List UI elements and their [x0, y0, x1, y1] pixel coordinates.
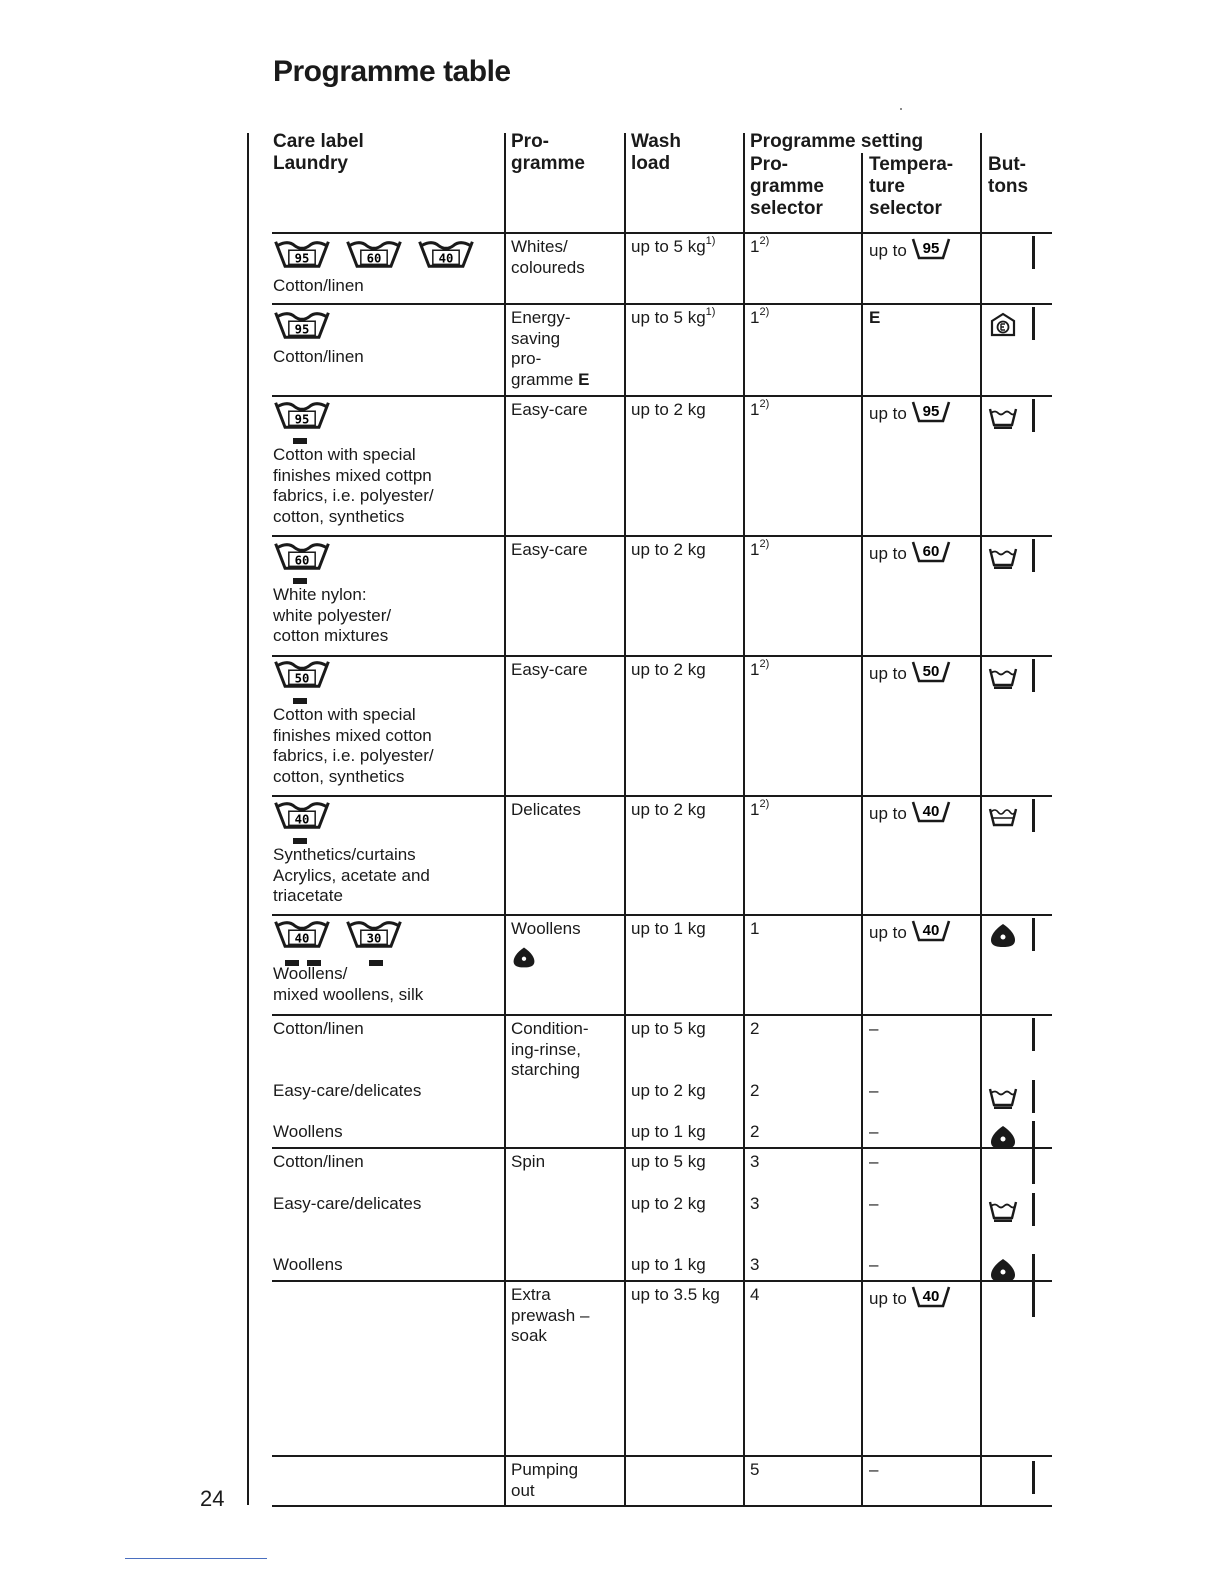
footnote-ref: 2) [759, 398, 770, 411]
care-label-icons [273, 540, 345, 572]
footnote-ref: 1) [705, 235, 716, 248]
wash-load [631, 308, 715, 329]
temperature-symbol [911, 919, 951, 949]
temperature-symbol [911, 237, 951, 267]
easy-care-icon [988, 1083, 1018, 1109]
temperature-value: 95 [922, 240, 940, 257]
programme-selector-value: 1 [750, 237, 760, 256]
easy-care-icon [988, 663, 1018, 689]
wash-tub-icon [273, 399, 331, 431]
button-marker [1032, 1254, 1035, 1287]
wash-tub-icon [273, 238, 331, 270]
footnote-ref: 2) [759, 658, 770, 671]
care-text-line: mixed woollens, silk [273, 984, 424, 1004]
temperature-setting [869, 1194, 878, 1215]
temperature-setting-value: – [869, 1460, 879, 1479]
wash-temperature-label: 30 [366, 931, 382, 946]
care-text-line: Cotton with special [273, 445, 416, 464]
button-marker [1032, 236, 1035, 269]
wash-tub-icon [911, 400, 951, 424]
wash-symbol [273, 658, 331, 690]
programme-selector [750, 1019, 759, 1040]
temperature-setting [869, 540, 951, 570]
header-wash-load: Wash load [631, 131, 681, 174]
care-text-line: Cotton with special [273, 705, 416, 724]
programme-name [511, 1285, 589, 1347]
care-text [273, 1255, 343, 1276]
wash-tub-icon [911, 660, 951, 684]
programme-selector [750, 1122, 759, 1143]
wash-load-value: up to 1 kg [631, 919, 706, 938]
wash-temperature-label: 40 [294, 931, 310, 946]
temperature-symbol [911, 800, 951, 830]
care-text [273, 276, 364, 297]
care-text-line: Synthetics/curtains [273, 845, 416, 864]
programme-selector-value: 4 [750, 1285, 760, 1304]
care-bar [293, 438, 307, 444]
programme-name [511, 800, 581, 821]
programme-name [511, 1019, 589, 1081]
care-bar-group [273, 578, 333, 584]
programme-name-line: Condition- [511, 1019, 589, 1038]
programme-selector [750, 800, 769, 821]
row-divider [272, 1280, 1052, 1282]
wash-tub-icon [911, 540, 951, 564]
wash-temperature-label: 60 [294, 553, 310, 568]
programme-name [511, 540, 588, 561]
wash-load [631, 1255, 706, 1276]
wash-load [631, 1122, 706, 1143]
temperature-setting-value: – [869, 1152, 879, 1171]
wash-symbol [273, 238, 331, 270]
woollens-icon [988, 922, 1018, 948]
programme-selector [750, 237, 769, 258]
care-bar [293, 698, 307, 704]
programme-selector [750, 308, 769, 329]
care-text-line: cotton mixtures [273, 626, 389, 645]
wash-load-value: up to 5 kg [631, 308, 706, 327]
wash-load-value: up to 1 kg [631, 1255, 706, 1274]
programme-name-line: Woollens [511, 919, 581, 938]
care-text-line: White nylon: [273, 585, 367, 604]
page-title: Programme table [273, 55, 511, 88]
row-divider [272, 1455, 1052, 1457]
row-divider [272, 395, 1052, 397]
programme-selector-value: 3 [750, 1152, 760, 1171]
programme-selector [750, 400, 769, 421]
care-text-line: triacetate [273, 886, 343, 905]
energy-saving-icon [988, 311, 1018, 337]
up-to-label: up to [869, 1289, 907, 1308]
care-text [273, 1081, 421, 1102]
button-marker [1032, 918, 1035, 951]
button-marker [1032, 1284, 1035, 1317]
programme-name-line: Easy-care [511, 540, 588, 559]
wash-load [631, 1152, 706, 1173]
row-divider [272, 1147, 1052, 1149]
programme-selector-value: 1 [750, 308, 760, 327]
care-text [273, 585, 391, 647]
up-to-label: up to [869, 404, 907, 423]
button-marker [1032, 1018, 1035, 1051]
programme-name-line: Delicates [511, 800, 581, 819]
margin-rule [247, 133, 249, 1505]
wash-symbol [345, 918, 403, 950]
wash-load [631, 1081, 706, 1102]
care-text-line: cotton, synthetics [273, 506, 405, 526]
button-marker [1032, 307, 1035, 340]
care-text [273, 845, 430, 907]
temperature-setting [869, 1152, 878, 1173]
care-text-line: Woollens/ [273, 964, 348, 983]
temperature-value: 40 [922, 803, 940, 820]
header-buttons: But- tons [988, 154, 1029, 197]
programme-name [511, 1152, 545, 1173]
programme-selector-value: 1 [750, 660, 760, 679]
programme-name [511, 400, 588, 421]
wash-tub-icon [273, 658, 331, 690]
programme-selector [750, 1194, 759, 1215]
wash-temperature-label: 60 [366, 251, 382, 266]
page-number: 24 [200, 1486, 225, 1511]
temperature-value: 50 [922, 663, 940, 680]
care-text-line: fabrics, i.e. polyester/ [273, 486, 434, 505]
footer-rule [125, 1558, 267, 1559]
header-programme-setting: Programme setting [750, 131, 924, 152]
care-text-line: Cotton/linen [273, 347, 364, 366]
temperature-setting-value: – [869, 1081, 879, 1100]
wash-symbol [273, 918, 331, 950]
temperature-setting [869, 800, 951, 830]
wash-load [631, 919, 706, 940]
programme-selector-value: 1 [750, 800, 760, 819]
care-text-line: Cotton/linen [273, 1019, 364, 1038]
care-label-icons [273, 309, 345, 341]
care-text-line: Cotton/linen [273, 1152, 364, 1171]
programme-selector-value: 1 [750, 540, 760, 559]
temperature-setting [869, 1081, 878, 1102]
programme-selector [750, 1255, 759, 1276]
row-divider [272, 655, 1052, 657]
programme-name [511, 919, 581, 940]
woollens-icon [988, 1257, 1018, 1283]
wash-load [631, 1019, 706, 1040]
woollens-icon [988, 1124, 1018, 1150]
programme-name-line: pro- [511, 349, 542, 368]
column-divider [861, 153, 863, 1505]
temperature-setting [869, 1255, 878, 1276]
care-label-icons [273, 658, 345, 690]
button-marker [1032, 399, 1035, 432]
row-divider [272, 303, 1052, 305]
care-text-line: cotton, synthetics [273, 766, 405, 786]
temperature-setting [869, 660, 951, 690]
column-divider [504, 133, 506, 1505]
care-bar-group [273, 698, 333, 704]
care-text-line: Easy-care/delicates [273, 1194, 422, 1213]
up-to-label: up to [869, 241, 907, 260]
wash-tub-icon [345, 918, 403, 950]
wash-load-value: up to 2 kg [631, 400, 706, 419]
wash-symbol [273, 399, 331, 431]
column-divider [624, 133, 626, 1505]
programme-name-line: Extra [511, 1285, 551, 1304]
row-divider [272, 535, 1052, 537]
wash-load-value: up to 2 kg [631, 1081, 706, 1100]
wash-tub-icon [273, 540, 331, 572]
temperature-code: E [869, 308, 881, 327]
temperature-setting [869, 919, 951, 949]
up-to-label: up to [869, 664, 907, 683]
wash-load-value: up to 1 kg [631, 1122, 706, 1141]
care-text-line: white polyester/ [273, 605, 392, 625]
wash-temperature-label: 50 [294, 671, 310, 686]
footnote-ref: 2) [759, 798, 770, 811]
care-text [273, 1194, 421, 1215]
wash-load [631, 237, 715, 258]
care-text-line: Acrylics, acetate and [273, 865, 430, 885]
wash-load-value: up to 2 kg [631, 660, 706, 679]
up-to-label: up to [869, 544, 907, 563]
wash-load [631, 660, 706, 681]
up-to-label: up to [869, 804, 907, 823]
temperature-setting [869, 1285, 951, 1315]
wash-temperature-label: 95 [294, 251, 310, 266]
wash-load-value: up to 2 kg [631, 800, 706, 819]
delicates-icon [988, 803, 1018, 829]
care-text-line: Woollens [273, 1122, 343, 1141]
wash-tub-icon [345, 238, 403, 270]
wash-temperature-label: 95 [294, 412, 310, 427]
wash-symbol [273, 799, 331, 831]
care-bar-group [273, 438, 333, 444]
programme-selector [750, 1285, 759, 1306]
temperature-setting [869, 400, 951, 430]
wash-load-value: up to 3.5 kg [631, 1285, 720, 1304]
care-text [273, 347, 364, 368]
button-marker [1032, 1121, 1035, 1154]
footnote-ref: 2) [759, 235, 770, 248]
easy-care-icon [988, 543, 1018, 569]
programme-name-line: ing-rinse, [511, 1039, 581, 1059]
temperature-symbol [911, 540, 951, 570]
care-bar [293, 838, 307, 844]
care-text-line: finishes mixed cottpn [273, 465, 432, 485]
button-marker [1032, 1080, 1035, 1113]
programme-name [511, 660, 588, 681]
programme-selector-value: 1 [750, 400, 760, 419]
header-programme: Pro- gramme [511, 131, 585, 174]
temperature-setting-value: – [869, 1122, 879, 1141]
wash-tub-icon [417, 238, 475, 270]
button-marker [1032, 799, 1035, 832]
care-label-icons [273, 918, 417, 950]
programme-name-line: gramme E [511, 369, 590, 389]
programme-name [511, 1460, 578, 1501]
wash-tub-icon [911, 237, 951, 261]
temperature-setting [869, 308, 880, 329]
temperature-setting [869, 1019, 878, 1040]
wash-temperature-label: 40 [294, 812, 310, 827]
wash-load-value: up to 2 kg [631, 540, 706, 559]
care-text [273, 445, 434, 527]
woollens-icon [511, 944, 537, 970]
button-marker [1032, 1151, 1035, 1184]
programme-selector-value: 5 [750, 1460, 760, 1479]
row-divider [272, 1505, 1052, 1507]
programme-selector [750, 1460, 759, 1481]
column-divider [980, 133, 982, 1505]
programme-name-line: Easy-care [511, 400, 588, 419]
easy-care-icon [988, 1196, 1018, 1222]
temperature-setting [869, 1460, 878, 1481]
programme-name-line: saving [511, 328, 561, 348]
wash-tub-icon [273, 799, 331, 831]
programme-name-line: starching [511, 1060, 580, 1079]
footnote-ref: 1) [705, 306, 716, 319]
care-text [273, 705, 434, 787]
button-marker [1032, 1193, 1035, 1226]
care-text [273, 1122, 343, 1143]
care-text [273, 964, 423, 1005]
wash-load [631, 400, 706, 421]
programme-selector [750, 540, 769, 561]
column-divider [743, 133, 745, 1505]
care-text-line: Woollens [273, 1255, 343, 1274]
care-label-icons [273, 799, 345, 831]
programme-name-line: soak [511, 1326, 547, 1345]
care-label-icons [273, 238, 489, 270]
wash-symbol [273, 309, 331, 341]
care-text-line: Cotton/linen [273, 276, 364, 295]
temperature-setting [869, 237, 951, 267]
programme-name [511, 237, 585, 278]
wash-load-value: up to 5 kg [631, 1019, 706, 1038]
easy-care-icon [988, 403, 1018, 429]
programme-name-line: Energy- [511, 308, 571, 327]
row-divider [272, 914, 1052, 916]
programme-name-line: Whites/ [511, 237, 568, 256]
temperature-value: 40 [922, 922, 940, 939]
care-text-line: finishes mixed cotton [273, 725, 432, 745]
wash-tub-icon [911, 1285, 951, 1309]
programme-name-line: Pumping [511, 1460, 579, 1479]
header-programme-selector: Pro- gramme selector [750, 154, 824, 219]
wash-temperature-label: 95 [294, 322, 310, 337]
programme-selector [750, 660, 769, 681]
temperature-setting-value: – [869, 1019, 879, 1038]
wash-load-value: up to 5 kg [631, 1152, 706, 1171]
care-text-line: fabrics, i.e. polyester/ [273, 746, 434, 765]
wash-load [631, 1194, 706, 1215]
temperature-value: 40 [922, 1288, 940, 1305]
care-text [273, 1152, 364, 1173]
up-to-label: up to [869, 923, 907, 942]
programme-selector-value: 1 [750, 919, 760, 938]
programme-name [511, 308, 589, 390]
wash-load [631, 800, 706, 821]
button-marker [1032, 659, 1035, 692]
wash-symbol [345, 238, 403, 270]
header-care-label: Care label Laundry [273, 131, 364, 174]
wash-tub-icon [273, 309, 331, 341]
footnote-ref: 2) [759, 538, 770, 551]
care-text [273, 1019, 364, 1040]
temperature-setting [869, 1122, 878, 1143]
temperature-value: 95 [922, 403, 940, 420]
care-bar [293, 578, 307, 584]
programme-selector-value: 2 [750, 1081, 760, 1100]
speck [900, 108, 902, 110]
temperature-symbol [911, 400, 951, 430]
wash-symbol [417, 238, 475, 270]
programme-name-line: Spin [511, 1152, 546, 1171]
programme-selector [750, 919, 759, 940]
wash-load-value: up to 2 kg [631, 1194, 706, 1213]
row-divider [272, 1014, 1052, 1016]
wash-tub-icon [273, 918, 331, 950]
button-marker [1032, 1461, 1035, 1494]
wash-temperature-label: 40 [438, 251, 454, 266]
temperature-value: 60 [922, 543, 940, 560]
programme-selector-value: 2 [750, 1019, 760, 1038]
wash-load [631, 540, 706, 561]
row-divider [272, 795, 1052, 797]
programme-name-line: coloureds [511, 257, 585, 277]
row-divider [272, 232, 1052, 234]
temperature-symbol [911, 660, 951, 690]
temperature-setting-value: – [869, 1255, 879, 1274]
care-bar-group [273, 838, 333, 844]
temperature-symbol [911, 1285, 951, 1315]
programme-name-line: out [511, 1480, 535, 1500]
programme-selector [750, 1081, 759, 1102]
programme-selector-value: 2 [750, 1122, 760, 1141]
footnote-ref: 2) [759, 306, 770, 319]
programme-name-line: Easy-care [511, 660, 588, 679]
wash-tub-icon [911, 919, 951, 943]
temperature-setting-value: – [869, 1194, 879, 1213]
button-marker [1032, 539, 1035, 572]
care-label-icons [273, 399, 345, 431]
wash-load-value: up to 5 kg [631, 237, 706, 256]
wash-tub-icon [911, 800, 951, 824]
care-text-line: Easy-care/delicates [273, 1081, 422, 1100]
wash-load [631, 1285, 720, 1306]
programme-suffix: E [578, 369, 590, 389]
programme-selector [750, 1152, 759, 1173]
programme-selector-value: 3 [750, 1194, 760, 1213]
wash-symbol [273, 540, 331, 572]
header-temperature-selector: Tempera- ture selector [869, 154, 954, 219]
programme-name-line: prewash – [511, 1305, 590, 1325]
programme-selector-value: 3 [750, 1255, 760, 1274]
